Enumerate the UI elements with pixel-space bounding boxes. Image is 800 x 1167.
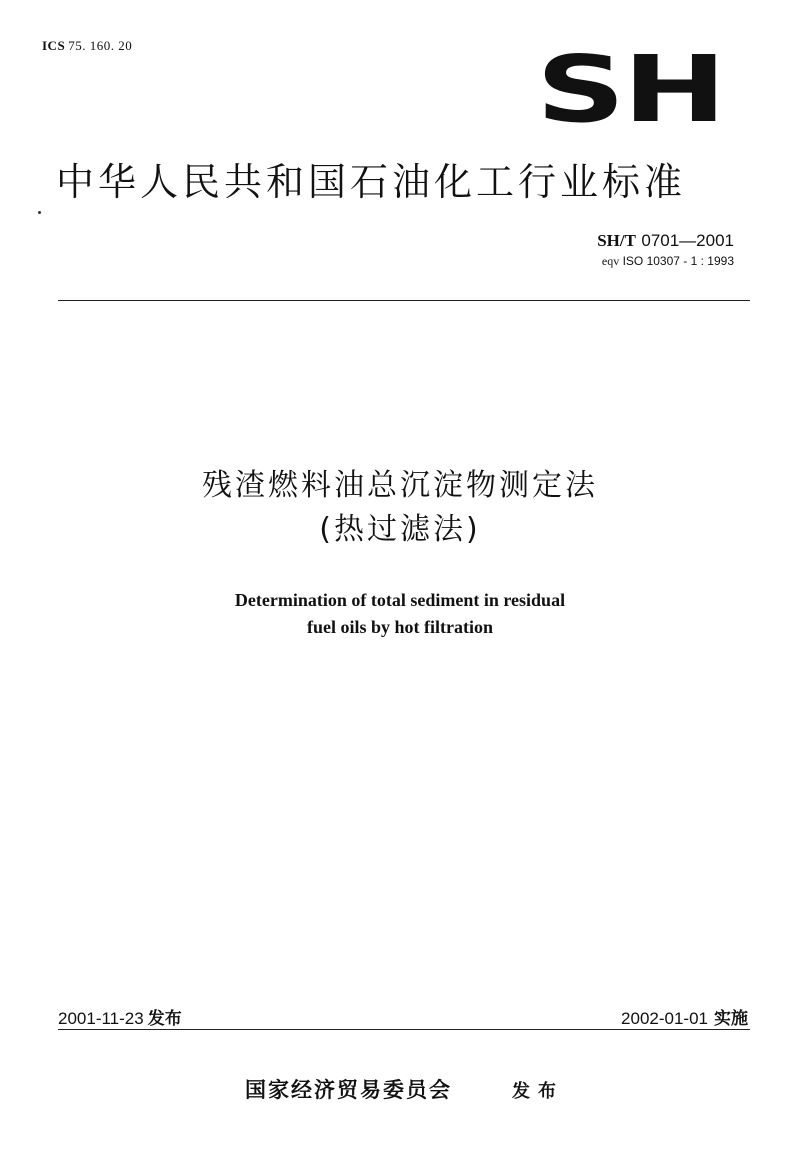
ics-code: 75. 160. 20	[68, 38, 133, 53]
chinese-title-line-1: 残渣燃料油总沉淀物测定法	[202, 468, 598, 503]
english-title-line-1: Determination of total sediment in residual	[234, 590, 566, 610]
publish-label: 发布	[512, 1081, 564, 1102]
equivalent-standard	[602, 254, 734, 269]
publisher-name: 国家经济贸易委员会	[245, 1078, 452, 1102]
implementation-date-label: 实施	[714, 1009, 748, 1029]
ics-classification	[42, 38, 132, 54]
standard-code-prefix: SH/T	[597, 231, 636, 250]
org-title: 中华人民共和国石油化工行业标准	[56, 160, 687, 204]
footer-divider	[58, 1029, 750, 1030]
issue-date	[58, 1004, 182, 1029]
header-divider	[58, 300, 750, 301]
ics-prefix: ICS	[42, 38, 66, 53]
chinese-title-line-2: (热过滤法)	[319, 512, 481, 547]
sh-logo: SH	[536, 36, 725, 143]
issue-date-value: 2001-11-23	[58, 1009, 144, 1028]
scan-dot-mark	[38, 211, 41, 214]
issue-date-label: 发布	[147, 1009, 182, 1029]
standard-code	[597, 231, 734, 251]
eqv-prefix: eqv	[601, 254, 620, 268]
implementation-date-value: 2002-01-01	[621, 1009, 708, 1028]
english-title-line-2: fuel oils by hot filtration	[306, 617, 493, 637]
eqv-reference: ISO 10307 - 1 : 1993	[622, 254, 734, 268]
implementation-date	[621, 1004, 748, 1029]
standard-code-number: 0701—2001	[641, 231, 734, 250]
